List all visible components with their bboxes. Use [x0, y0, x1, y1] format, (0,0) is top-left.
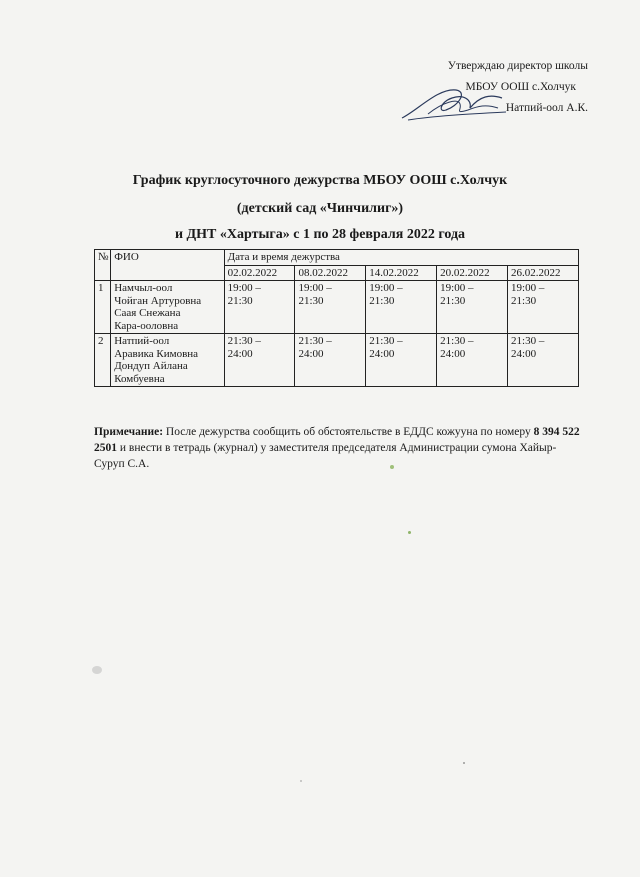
time-end: 24:00: [369, 347, 395, 360]
note-phone: 8 394 522 2501: [94, 426, 580, 454]
header-date: 26.02.2022: [508, 265, 579, 281]
person-name: Натпий-оол: [114, 335, 170, 347]
time-start: 21:30 –: [369, 335, 403, 347]
person-name: Комбуевна: [114, 372, 165, 385]
time-end: 21:30: [511, 294, 537, 307]
person-name: Чойган Артуровна: [114, 294, 202, 307]
person-name: Саая Снежана: [114, 307, 181, 319]
time-start: 21:30 –: [440, 335, 474, 347]
duty-time-cell: [508, 281, 579, 334]
time-start: 21:30 –: [511, 335, 545, 347]
time-start: 21:30 –: [227, 335, 261, 347]
person-name: Дондуп Айлана: [114, 360, 188, 372]
time-start: 19:00 –: [369, 282, 403, 294]
time-end: 21:30: [227, 294, 253, 307]
signature-image: [398, 80, 508, 124]
person-name: Намчыл-оол: [114, 282, 173, 294]
duty-time-cell: [366, 334, 437, 387]
duty-schedule-table: [94, 249, 579, 387]
header-num: №: [95, 250, 111, 281]
person-name: Кара-ооловна: [114, 319, 179, 332]
header-date: 14.02.2022: [366, 265, 437, 281]
note-text-1: После дежурства сообщить об обстоятельстве в ЕДДС кожууна по номеру: [163, 426, 534, 438]
header-date: 20.02.2022: [437, 265, 508, 281]
time-end: 24:00: [298, 347, 324, 360]
header-fio: ФИО: [111, 250, 224, 281]
time-start: 21:30 –: [298, 335, 332, 347]
scan-speck: [408, 531, 411, 534]
time-end: 21:30: [298, 294, 324, 307]
title-line-3: и ДНТ «Хартыга» с 1 по 28 февраля 2022 года: [174, 227, 466, 242]
approval-line-3: Натпий-оол А.К.: [505, 102, 588, 114]
approval-line-2: МБОУ ООШ с.Холчук: [465, 81, 576, 93]
duty-time-cell: [224, 334, 295, 387]
duty-time-cell: [437, 281, 508, 334]
scan-speck: [300, 780, 302, 782]
time-end: 24:00: [511, 347, 537, 360]
time-end: 24:00: [440, 347, 466, 360]
time-start: 19:00 –: [227, 282, 261, 294]
time-start: 19:00 –: [440, 282, 474, 294]
row-names: [111, 334, 224, 387]
row-names: [111, 281, 224, 334]
title-line-2: (детский сад «Чинчилиг»): [236, 201, 404, 216]
scan-speck: [390, 465, 394, 469]
scan-speck: [92, 666, 102, 674]
time-start: 19:00 –: [511, 282, 545, 294]
header-date: 08.02.2022: [295, 265, 366, 281]
scan-speck: [463, 762, 465, 764]
time-end: 21:30: [440, 294, 466, 307]
title-line-1: График круглосуточного дежурства МБОУ ООШ с.Холчук: [132, 173, 508, 188]
header-dates-group: Дата и время дежурства: [224, 250, 578, 266]
table-row: [95, 281, 579, 334]
duty-time-cell: [224, 281, 295, 334]
time-end: 21:30: [369, 294, 395, 307]
duty-time-cell: [295, 281, 366, 334]
person-name: Аравика Кимовна: [114, 347, 199, 360]
note-text-2: и внести в тетрадь (журнал) у заместителя председателя Администрации сумона Хайыр-Суруп С.А.: [94, 442, 557, 470]
duty-time-cell: [508, 334, 579, 387]
note-label: Примечание:: [94, 426, 164, 438]
duty-time-cell: [366, 281, 437, 334]
time-start: 19:00 –: [298, 282, 332, 294]
approval-line-1: Утверждаю директор школы: [447, 60, 588, 72]
header-row: [95, 250, 579, 266]
row-num: 1: [95, 281, 111, 334]
row-num: 2: [95, 334, 111, 387]
duty-time-cell: [295, 334, 366, 387]
header-date: 02.02.2022: [224, 265, 295, 281]
table-row: [95, 334, 579, 387]
duty-time-cell: [437, 334, 508, 387]
note-paragraph: [94, 424, 584, 472]
time-end: 24:00: [227, 347, 253, 360]
